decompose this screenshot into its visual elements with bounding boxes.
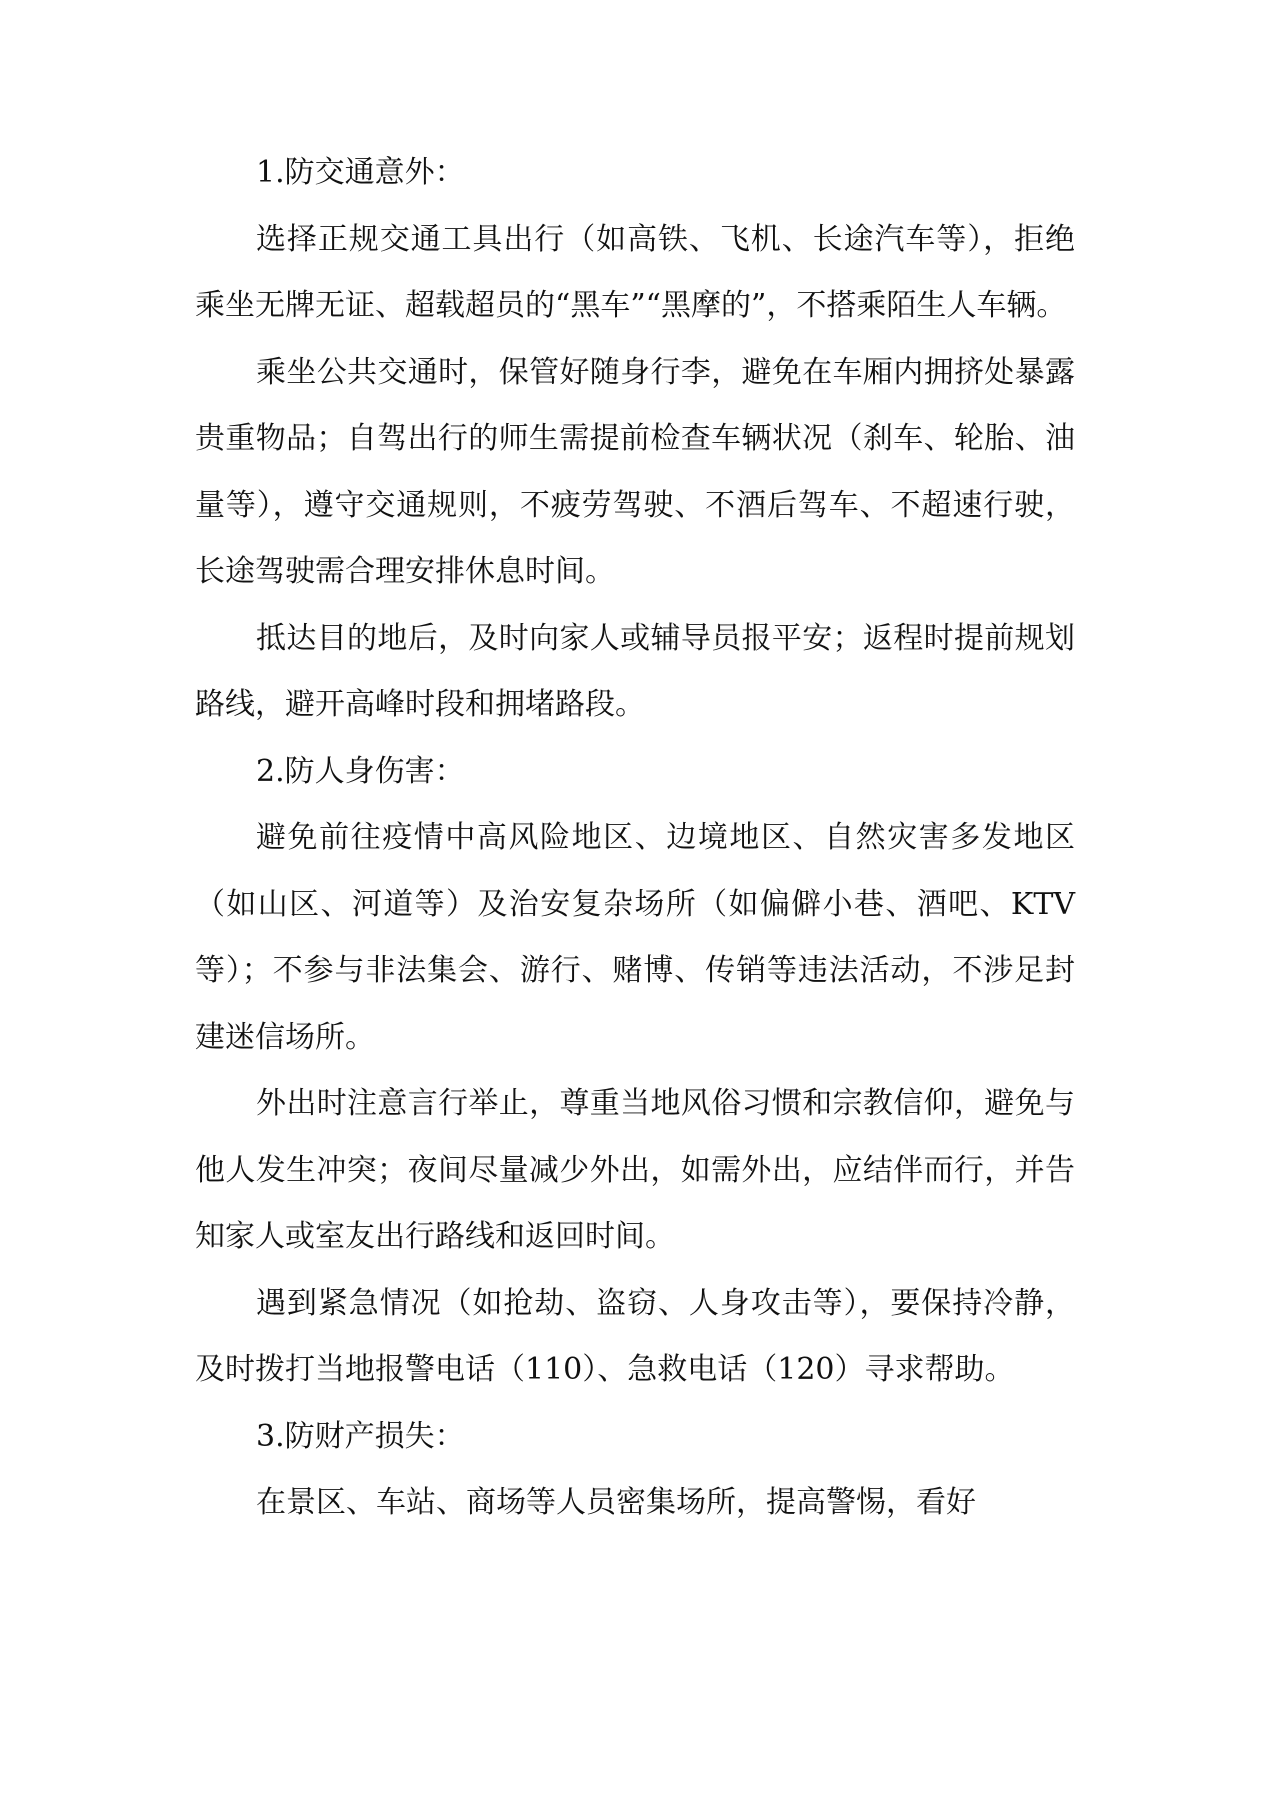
paragraph: 遇到紧急情况（如抢劫、盗窃、人身攻击等），要保持冷静，及时拨打当地报警电话（110）、急救电话（120）寻求帮助。 — [195, 1285, 1075, 1387]
paragraph: 外出时注意言行举止，尊重当地风俗习惯和宗教信仰，避免与他人发生冲突；夜间尽量减少外出，如需外出，应结伴而行，并告知家人或室友出行路线和返回时间。 — [195, 1086, 1075, 1254]
paragraph: 乘坐公共交通时，保管好随身行李，避免在车厢内拥挤处暴露贵重物品；自驾出行的师生需提前检查车辆状况（刹车、轮胎、油量等），遵守交通规则，不疲劳驾驶、不酒后驾车、不超速行驶，长途驾驶需合理安排休息时间。 — [195, 354, 1075, 589]
section-heading-traffic: 1.防交通意外： — [256, 155, 465, 190]
paragraph: 选择正规交通工具出行（如高铁、飞机、长途汽车等），拒绝乘坐无牌无证、超载超员的“黑车”“黑摩的”，不搭乘陌生人车辆。 — [195, 221, 1075, 323]
document-body — [195, 140, 1075, 1537]
paragraph: 抵达目的地后，及时向家人或辅导员报平安；返程时提前规划路线，避开高峰时段和拥堵路段。 — [195, 620, 1075, 722]
paragraph: 避免前往疫情中高风险地区、边境地区、自然灾害多发地区（如山区、河道等）及治安复杂场所（如偏僻小巷、酒吧、KTV 等）；不参与非法集会、游行、赌博、传销等违法活动，不涉足封建迷信场所。 — [195, 820, 1075, 1055]
paragraph: 在景区、车站、商场等人员密集场所，提高警惕，看好 — [256, 1485, 976, 1520]
section-heading-personal-safety: 2.防人身伤害： — [256, 753, 465, 789]
section-heading-property: 3.防财产损失： — [256, 1418, 465, 1454]
